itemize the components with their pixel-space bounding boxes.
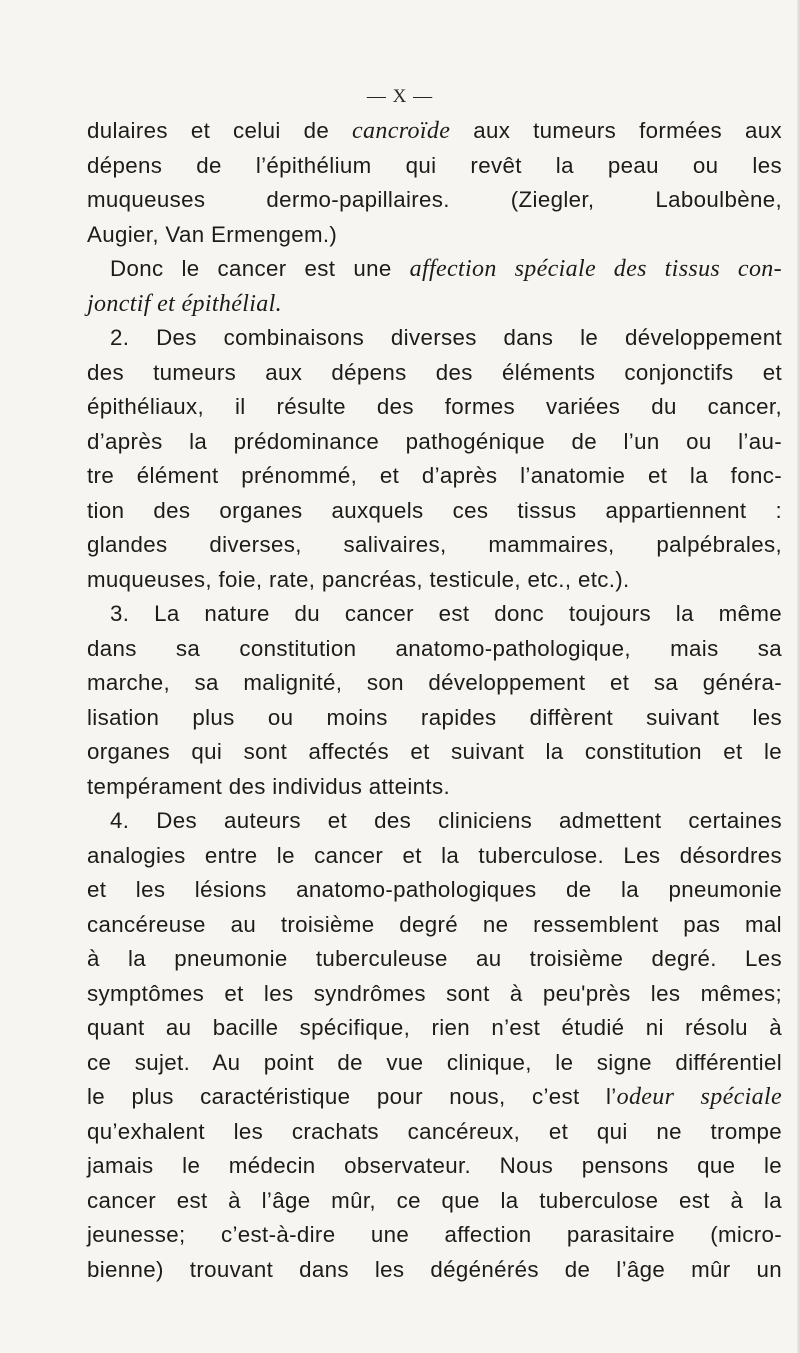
- text-run: dulaires et celui de: [87, 118, 353, 143]
- text-line: qu’exhalent les crachats cancéreux, et qui ne trompe: [87, 1118, 782, 1144]
- text-line: tion des organes auxquels ces tissus appartiennent :: [87, 497, 782, 523]
- text-line: à la pneumonie tuberculeuse au troisième degré. Les: [87, 946, 782, 971]
- text-run: le plus caractéristique pour nous, c’est l’: [87, 1084, 617, 1109]
- text-line: dans sa constitution anatomo-pathologique, mais sa: [87, 635, 782, 661]
- text-run: aux tumeurs formées aux: [450, 118, 782, 143]
- text-line: tempérament des individus atteints.: [87, 773, 450, 799]
- text-line: [87, 287, 782, 322]
- text-line: dépens de l’épithélium qui revêt la peau ou les: [87, 152, 782, 178]
- paragraph-start: 3. La nature du cancer est donc toujours la même: [110, 601, 782, 626]
- text-run: Donc le cancer est une: [110, 256, 410, 281]
- text-line: symptômes et les syndrômes sont à peu'près les mêmes;: [87, 980, 782, 1006]
- text-line: Augier, Van Ermengem.): [87, 221, 338, 247]
- text-line: marche, sa malignité, son développement et sa généra-: [87, 670, 782, 695]
- italic-phrase: jonctif et épithélial.: [87, 290, 282, 317]
- paragraph-start: [87, 252, 782, 287]
- body-text: [87, 114, 782, 1287]
- text-line: bienne) trouvant dans les dégénérés de l’âge mûr un: [87, 1256, 782, 1282]
- text-line: jeunesse; c’est-à-dire une affection parasitaire (micro-: [87, 1222, 782, 1247]
- paragraph-start: 4. Des auteurs et des cliniciens admettent certaines: [110, 808, 782, 833]
- italic-phrase: affection spéciale des tissus con-: [409, 256, 782, 282]
- text-line: cancer est à l’âge mûr, ce que la tuberculose est à la: [87, 1187, 782, 1213]
- text-line: épithéliaux, il résulte des formes variées du cancer,: [87, 394, 782, 419]
- text-line: cancéreuse au troisième degré ne ressemblent pas mal: [87, 911, 782, 937]
- text-line: muqueuses dermo-papillaires. (Ziegler, Laboulbène,: [87, 187, 782, 212]
- text-line: [87, 114, 782, 149]
- text-line: lisation plus ou moins rapides diffèrent suivant les: [87, 704, 782, 730]
- text-line: jamais le médecin observateur. Nous pensons que le: [87, 1153, 782, 1178]
- italic-term: cancroïde: [352, 118, 451, 144]
- italic-phrase: odeur spéciale: [616, 1084, 782, 1110]
- text-line: analogies entre le cancer et la tuberculose. Les désordres: [87, 842, 782, 868]
- text-line: ce sujet. Au point de vue clinique, le signe différentiel: [87, 1049, 782, 1075]
- text-line: tre élément prénommé, et d’après l’anatomie et la fonc-: [87, 463, 782, 488]
- paragraph-start: 2. Des combinaisons diverses dans le développement: [110, 325, 782, 350]
- text-line: muqueuses, foie, rate, pancréas, testicule, etc., etc.).: [87, 566, 630, 592]
- text-line: organes qui sont affectés et suivant la constitution et le: [87, 739, 782, 764]
- text-line: d’après la prédominance pathogénique de l’un ou l’au-: [87, 428, 782, 454]
- text-line: glandes diverses, salivaires, mammaires, palpébrales,: [87, 532, 782, 557]
- text-line: et les lésions anatomo-pathologiques de la pneumonie: [87, 877, 782, 902]
- text-line: quant au bacille spécifique, rien n’est étudié ni résolu à: [87, 1015, 782, 1040]
- text-line: des tumeurs aux dépens des éléments conjonctifs et: [87, 359, 782, 385]
- page-header-folio: — X —: [366, 86, 434, 107]
- text-line: [87, 1080, 782, 1115]
